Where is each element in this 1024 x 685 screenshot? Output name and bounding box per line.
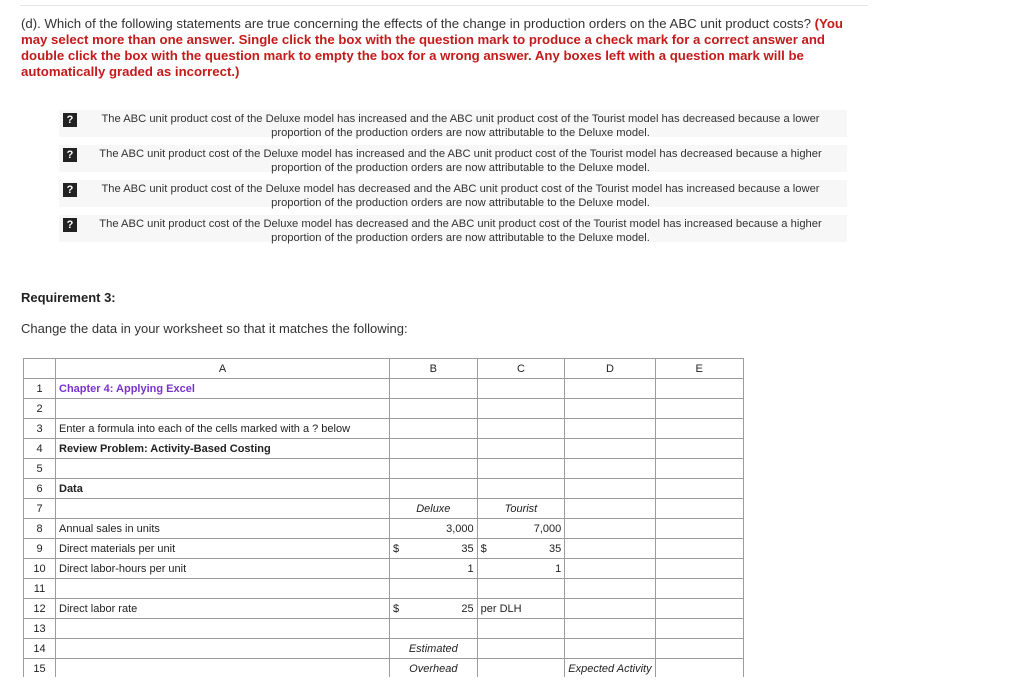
cell-b12-currency[interactable]: $ [390,599,403,619]
cell-b3[interactable] [390,419,478,439]
column-header-row [24,359,744,379]
cell-c15[interactable] [477,659,565,679]
cell-c10[interactable]: 1 [477,559,565,579]
table-row [24,499,744,519]
cell-b2[interactable] [390,399,478,419]
cell-d11[interactable] [565,579,655,599]
table-row [24,399,744,419]
cell-d2[interactable] [565,399,655,419]
answer-option-2 [59,145,847,172]
table-row [24,579,744,599]
cell-e11[interactable] [655,579,743,599]
cell-b4[interactable] [390,439,478,459]
row-number: 15 [24,659,56,679]
row-number: 5 [24,459,56,479]
cell-b9-currency[interactable]: $ [390,539,403,559]
cell-a12[interactable]: Direct labor rate [56,599,390,619]
cell-d9[interactable] [565,539,655,559]
cell-d13[interactable] [565,619,655,639]
cell-e1[interactable] [655,379,743,399]
cell-a4[interactable]: Review Problem: Activity-Based Costing [56,439,390,459]
cell-b8[interactable]: 3,000 [390,519,478,539]
cell-a13[interactable] [56,619,390,639]
answer-options [59,110,847,250]
row-number: 14 [24,639,56,659]
cell-b1[interactable] [390,379,478,399]
cell-e5[interactable] [655,459,743,479]
cell-b5[interactable] [390,459,478,479]
row-number: 10 [24,559,56,579]
cell-b15[interactable]: Overhead [390,659,478,679]
row-number: 12 [24,599,56,619]
row-number: 2 [24,399,56,419]
cell-c8[interactable]: 7,000 [477,519,565,539]
cell-b12[interactable]: 25 [402,599,477,619]
column-header-e[interactable]: E [655,359,743,379]
cell-d5[interactable] [565,459,655,479]
column-header-d[interactable]: D [565,359,655,379]
viewport-bottom-edge [0,677,1024,685]
answer-option-3 [59,180,847,207]
question-mark-checkbox[interactable]: ? [63,218,77,232]
table-row [24,559,744,579]
cell-c11[interactable] [477,579,565,599]
option-text: The ABC unit product cost of the Deluxe model has increased and the ABC unit product cost of the Tourist model has decreased because a lower proportion of the production orders are now attributable to the Deluxe model. [101,113,820,139]
cell-d1[interactable] [565,379,655,399]
cell-e2[interactable] [655,399,743,419]
column-header-a[interactable]: A [56,359,390,379]
answer-option-4 [59,215,847,242]
cell-c4[interactable] [477,439,565,459]
cell-e6[interactable] [655,479,743,499]
row-number: 4 [24,439,56,459]
cell-b14[interactable]: Estimated [390,639,478,659]
row-number: 3 [24,419,56,439]
cell-a14[interactable] [56,639,390,659]
cell-c3[interactable] [477,419,565,439]
cell-d10[interactable] [565,559,655,579]
option-text: The ABC unit product cost of the Deluxe model has increased and the ABC unit product cost of the Tourist model has decreased because a higher proportion of the production orders are now attributable to the Deluxe model. [99,148,822,174]
table-row [24,639,744,659]
cell-e8[interactable] [655,519,743,539]
cell-c5[interactable] [477,459,565,479]
table-row [24,439,744,459]
table-row [24,519,744,539]
cell-c6[interactable] [477,479,565,499]
cell-e14[interactable] [655,639,743,659]
cell-b7[interactable]: Deluxe [390,499,478,519]
row-number: 13 [24,619,56,639]
corner-cell [24,359,56,379]
question-prefix: (d). Which of the following statements are true concerning the effects of the change in production orders on the ABC unit product costs? [21,16,815,31]
cell-c2[interactable] [477,399,565,419]
question-text [21,16,856,80]
cell-d4[interactable] [565,439,655,459]
table-row [24,619,744,639]
cell-d3[interactable] [565,419,655,439]
answer-option-1 [59,110,847,137]
table-row [24,479,744,499]
cell-d8[interactable] [565,519,655,539]
cell-d15[interactable]: Expected Activity [565,659,655,679]
cell-a3[interactable]: Enter a formula into each of the cells marked with a ? below [56,419,390,439]
column-header-c[interactable]: C [477,359,565,379]
cell-d6[interactable] [565,479,655,499]
cell-b9[interactable]: 35 [402,539,477,559]
cell-c7[interactable]: Tourist [477,499,565,519]
cell-d14[interactable] [565,639,655,659]
cell-a11[interactable] [56,579,390,599]
cell-e4[interactable] [655,439,743,459]
row-number: 7 [24,499,56,519]
cell-e7[interactable] [655,499,743,519]
cell-c14[interactable] [477,639,565,659]
cell-e9[interactable] [655,539,743,559]
cell-e15[interactable] [655,659,743,679]
row-number: 1 [24,379,56,399]
cell-a7[interactable] [56,499,390,519]
row-number: 6 [24,479,56,499]
cell-a15[interactable] [56,659,390,679]
spreadsheet-table [23,358,744,679]
column-header-b[interactable]: B [390,359,478,379]
table-row [24,459,744,479]
cell-e12[interactable] [655,599,743,619]
question-instructions: (You may select more than one answer. Single click the box with the question mark to produce a check mark for a correct answer and double click the box with the question mark to empty the box for a wrong answer. Any boxes left with a question mark will be automatically graded as incorrect.) [21,16,843,79]
cell-a1[interactable]: Chapter 4: Applying Excel [56,379,390,399]
question-mark-checkbox[interactable]: ? [63,148,77,162]
table-row [24,599,744,619]
row-number: 11 [24,579,56,599]
row-number: 9 [24,539,56,559]
cell-c1[interactable] [477,379,565,399]
cell-c9[interactable]: 35 [490,539,565,559]
cell-e3[interactable] [655,419,743,439]
table-row [24,539,744,559]
cell-a10[interactable]: Direct labor-hours per unit [56,559,390,579]
requirement-title: Requirement 3: [21,290,116,305]
cell-b13[interactable] [390,619,478,639]
cell-a9[interactable]: Direct materials per unit [56,539,390,559]
table-row [24,379,744,399]
requirement-text: Change the data in your worksheet so that it matches the following: [21,321,408,336]
cell-e10[interactable] [655,559,743,579]
table-row [24,659,744,679]
cell-c9-currency[interactable]: $ [477,539,490,559]
table-row [24,419,744,439]
cell-b11[interactable] [390,579,478,599]
cell-a8[interactable]: Annual sales in units [56,519,390,539]
cell-d7[interactable] [565,499,655,519]
option-text: The ABC unit product cost of the Deluxe model has decreased and the ABC unit product cost of the Tourist model has increased because a lower proportion of the production orders are now attributable to the Deluxe model. [101,183,820,209]
cell-b6[interactable] [390,479,478,499]
top-divider [20,5,868,6]
question-mark-checkbox[interactable]: ? [63,183,77,197]
cell-b10[interactable]: 1 [390,559,478,579]
cell-c13[interactable] [477,619,565,639]
cell-a6[interactable]: Data [56,479,390,499]
cell-e13[interactable] [655,619,743,639]
cell-a5[interactable] [56,459,390,479]
cell-d12[interactable] [565,599,655,619]
row-number: 8 [24,519,56,539]
option-text: The ABC unit product cost of the Deluxe model has decreased and the ABC unit product cost of the Tourist model has increased because a higher proportion of the production orders are now attributable to the Deluxe model. [99,218,822,244]
cell-a2[interactable] [56,399,390,419]
cell-c12[interactable]: per DLH [477,599,565,619]
question-mark-checkbox[interactable]: ? [63,113,77,127]
